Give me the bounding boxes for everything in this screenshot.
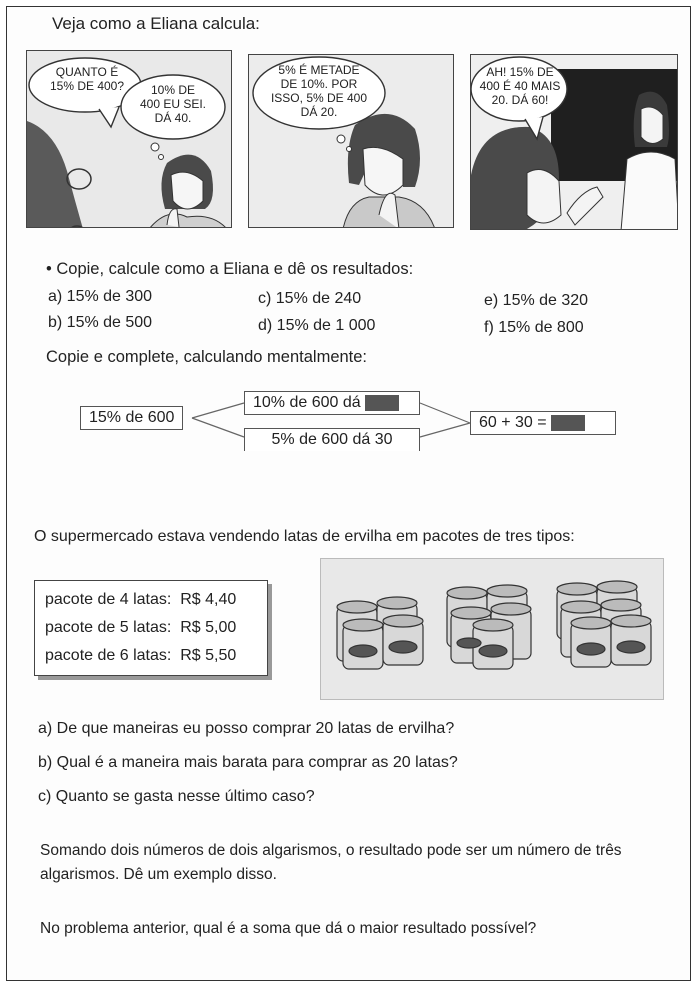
top-step-box <box>244 391 420 415</box>
exercise-4-line-1: Somando dois números de dois algarismos, o resultado pode ser um número de três <box>40 842 622 859</box>
exercise-3-question-a: a) De que maneiras eu posso comprar 20 latas de ervilha? <box>38 720 455 737</box>
start-box: 15% de 600 <box>80 406 183 430</box>
bubble-line: DÁ 40. <box>154 111 192 125</box>
pack-price-6: pacote de 6 latas: R$ 5,50 <box>45 647 237 664</box>
bubble-line: QUANTO É <box>55 65 119 79</box>
exercise-1-item-f: f) 15% de 800 <box>484 319 584 336</box>
pack-of-6 <box>557 581 651 667</box>
bottom-step-box: 5% de 600 dá 30 <box>244 428 420 451</box>
bubble-line: ISSO, 5% DE 400 <box>270 91 368 105</box>
result-box <box>470 411 616 435</box>
answer-blank <box>551 415 585 431</box>
exercise-3-prompt: O supermercado estava vendendo latas de ervilha em pacotes de tres tipos: <box>34 528 575 545</box>
bubble-line: 10% DE <box>150 83 196 97</box>
bubble-line: 20. DÁ 60! <box>491 93 549 107</box>
pack-of-5 <box>447 585 531 669</box>
pack-price-5: pacote de 5 latas: R$ 5,00 <box>45 619 237 636</box>
top-step-text: 10% de 600 dá <box>253 394 361 411</box>
cans-drawing <box>321 559 665 701</box>
bubble-line: DE 10%. POR <box>280 77 358 91</box>
exercise-1-item-a: a) 15% de 300 <box>48 288 153 305</box>
prompt-text: Copie, calcule como a Eliana e dê os resultados: <box>56 260 414 278</box>
exercise-4-line-2: algarismos. Dê um exemplo disso. <box>40 866 277 883</box>
exercise-3-question-c: c) Quanto se gasta nesse último caso? <box>38 788 315 805</box>
bubble-line: 15% DE 400? <box>49 79 125 93</box>
bubble-line: DÁ 20. <box>300 105 338 119</box>
bubble-line: AH! 15% DE <box>486 65 554 79</box>
exercise-1-item-c: c) 15% de 240 <box>258 290 362 307</box>
bubble-line: 400 É 40 MAIS <box>479 79 561 93</box>
bubble-line: 400 EU SEI. <box>139 97 207 111</box>
bullet-icon: • <box>46 260 52 278</box>
answer-blank <box>365 395 399 411</box>
bubble-line: 5% É METADE <box>278 63 360 77</box>
price-list <box>34 580 268 676</box>
exercise-3-question-b: b) Qual é a maneira mais barata para comprar as 20 latas? <box>38 754 458 771</box>
pea-cans-illustration <box>320 558 664 700</box>
exercise-1-item-b: b) 15% de 500 <box>48 314 153 331</box>
intro-text: Veja como a Eliana calcula: <box>52 14 260 33</box>
exercise-1-item-d: d) 15% de 1 000 <box>258 317 376 334</box>
exercise-2-prompt: Copie e complete, calculando mentalmente: <box>46 348 368 366</box>
exercise-1-item-e: e) 15% de 320 <box>484 292 589 309</box>
pack-price-4: pacote de 4 latas: R$ 4,40 <box>45 591 237 608</box>
pack-of-4 <box>337 597 423 669</box>
exercise-5-text: No problema anterior, qual é a soma que dá o maior resultado possível? <box>40 920 537 937</box>
result-text: 60 + 30 = <box>479 414 547 431</box>
